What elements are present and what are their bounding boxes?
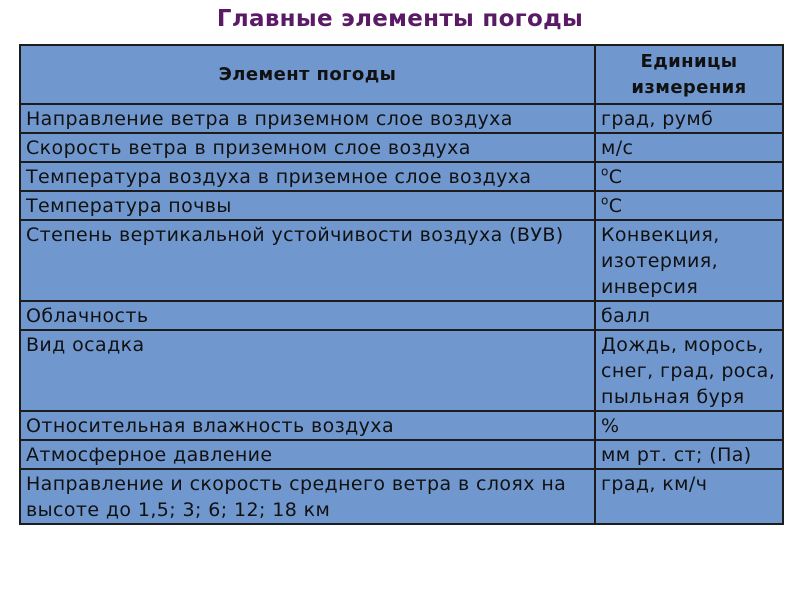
table-row xyxy=(20,469,783,524)
element-cell: Направление и скорость среднего ветра в слоях на высоте до 1,5; 3; 6; 12; 18 км xyxy=(20,469,595,524)
element-cell: Относительная влажность воздуха xyxy=(20,411,595,440)
degree-mark: о xyxy=(601,193,609,208)
unit-cell: балл xyxy=(595,301,783,330)
table-row xyxy=(20,220,783,301)
table-row xyxy=(20,191,783,220)
element-cell: Температура воздуха в приземное слое воздуха xyxy=(20,162,595,191)
unit-cell: град, км/ч xyxy=(595,469,783,524)
element-cell: Вид осадка xyxy=(20,330,595,411)
element-cell: Атмосферное давление xyxy=(20,440,595,469)
page-title: Главные элементы погоды xyxy=(216,6,584,32)
unit-cell: град, румб xyxy=(595,104,783,133)
table-row xyxy=(20,104,783,133)
element-cell: Скорость ветра в приземном слое воздуха xyxy=(20,133,595,162)
element-cell: Облачность xyxy=(20,301,595,330)
header-element: Элемент погоды xyxy=(20,45,595,104)
table-row xyxy=(20,162,783,191)
table-header-row xyxy=(20,45,783,104)
degree-mark: о xyxy=(601,164,609,179)
table-row xyxy=(20,411,783,440)
unit-text: С xyxy=(608,166,623,188)
unit-cell: Дождь, морось, снег, град, роса, пыльная буря xyxy=(595,330,783,411)
unit-cell: мм рт. ст; (Па) xyxy=(595,440,783,469)
table-row xyxy=(20,330,783,411)
unit-cell: % xyxy=(595,411,783,440)
unit-cell: Конвекция, изотермия, инверсия xyxy=(595,220,783,301)
element-cell: Направление ветра в приземном слое воздуха xyxy=(20,104,595,133)
unit-cell xyxy=(595,191,783,220)
table-row xyxy=(20,301,783,330)
table-row xyxy=(20,133,783,162)
element-cell: Степень вертикальной устойчивости воздуха (ВУВ) xyxy=(20,220,595,301)
table-row xyxy=(20,440,783,469)
element-cell: Температура почвы xyxy=(20,191,595,220)
unit-cell xyxy=(595,162,783,191)
unit-text: С xyxy=(608,195,623,217)
weather-elements-table xyxy=(19,44,784,525)
unit-cell: м/с xyxy=(595,133,783,162)
header-unit: Единицы измерения xyxy=(595,45,783,104)
